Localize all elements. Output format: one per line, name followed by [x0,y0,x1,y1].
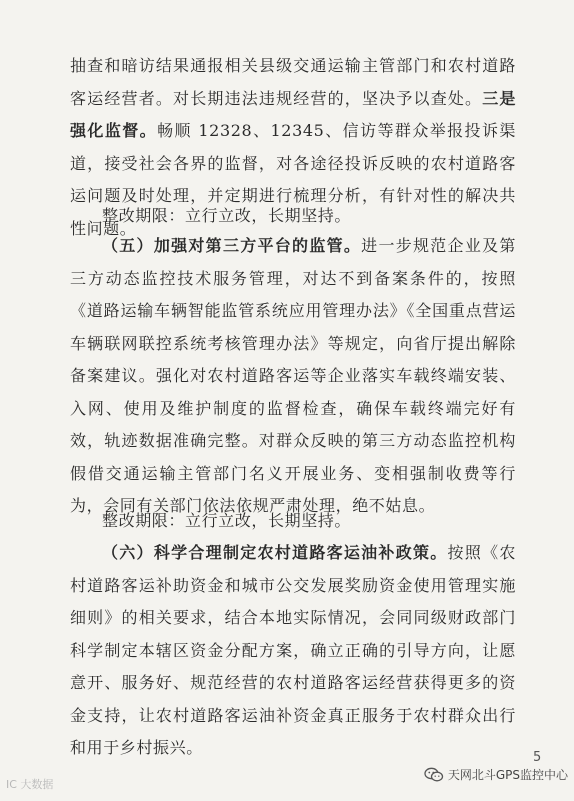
paragraph-text: 抽查和暗访结果通报相关县级交通运输主管部门和农村道路客运经营者。对长期违法违规经营的，坚决予以查处。 [70,56,516,108]
page-number: 5 [533,750,542,765]
section-heading-five: （五）加强对第三方平台的监管。 [102,236,362,255]
wechat-icon [424,767,444,783]
section-heading-six: （六）科学合理制定农村道路客运油补政策。 [102,543,448,562]
watermark-right [424,766,568,783]
watermark-left: IC 大数据 [6,778,54,791]
paragraph-text: 按照《农村道路客运补助资金和城市公交发展奖励资金使用管理实施细则》的相关要求，结合本地实际情况，会同同级财政部门科学制定本辖区资金分配方案，确立正确的引导方向，让愿意开、服务好、规范经营的农村道路客运经营获得更多的资金支持，让农村道路客运油补资金真正服务于农村群众出行和用于乡村振兴。 [70,543,516,757]
paragraph-fuel-subsidy [70,537,516,765]
deadline-line-2: 整改期限：立行立改，长期坚持。 [102,511,352,530]
paragraph-text-rest: 畅顺 12328、12345、信访等群众举报投诉渠道，接受社会各界的监督，对各途径投诉反映的农村道路客运问题及时处理，并定期进行梳理分析，有针对性的解决共性问题。 [70,121,516,238]
paragraph-text: 进一步规范企业及第三方动态监控技术服务管理，对达不到备案条件的，按照《道路运输车辆智能监管系统应用管理办法》《全国重点营运车辆联网联控系统考核管理办法》等规定，向省厅提出解除备案建议。强化对农村道路客运等企业落实车载终端安装、入网、使用及维护制度的监督检查，确保车载终端完好有效，轨迹数据准确完整。对群众反映的第三方动态监控机构假借交通运输主管部门名义开展业务、变相强制收费等行为，会同有关部门依法依规严肃处理，绝不姑息。 [70,236,516,515]
deadline-line-1: 整改期限：立行立改，长期坚持。 [102,206,352,225]
watermark-account-name: 天网北斗GPS监控中心 [447,768,568,782]
paragraph-bold-heading: 三是强化监督。 [70,88,516,140]
paragraph-third-party [70,230,516,523]
